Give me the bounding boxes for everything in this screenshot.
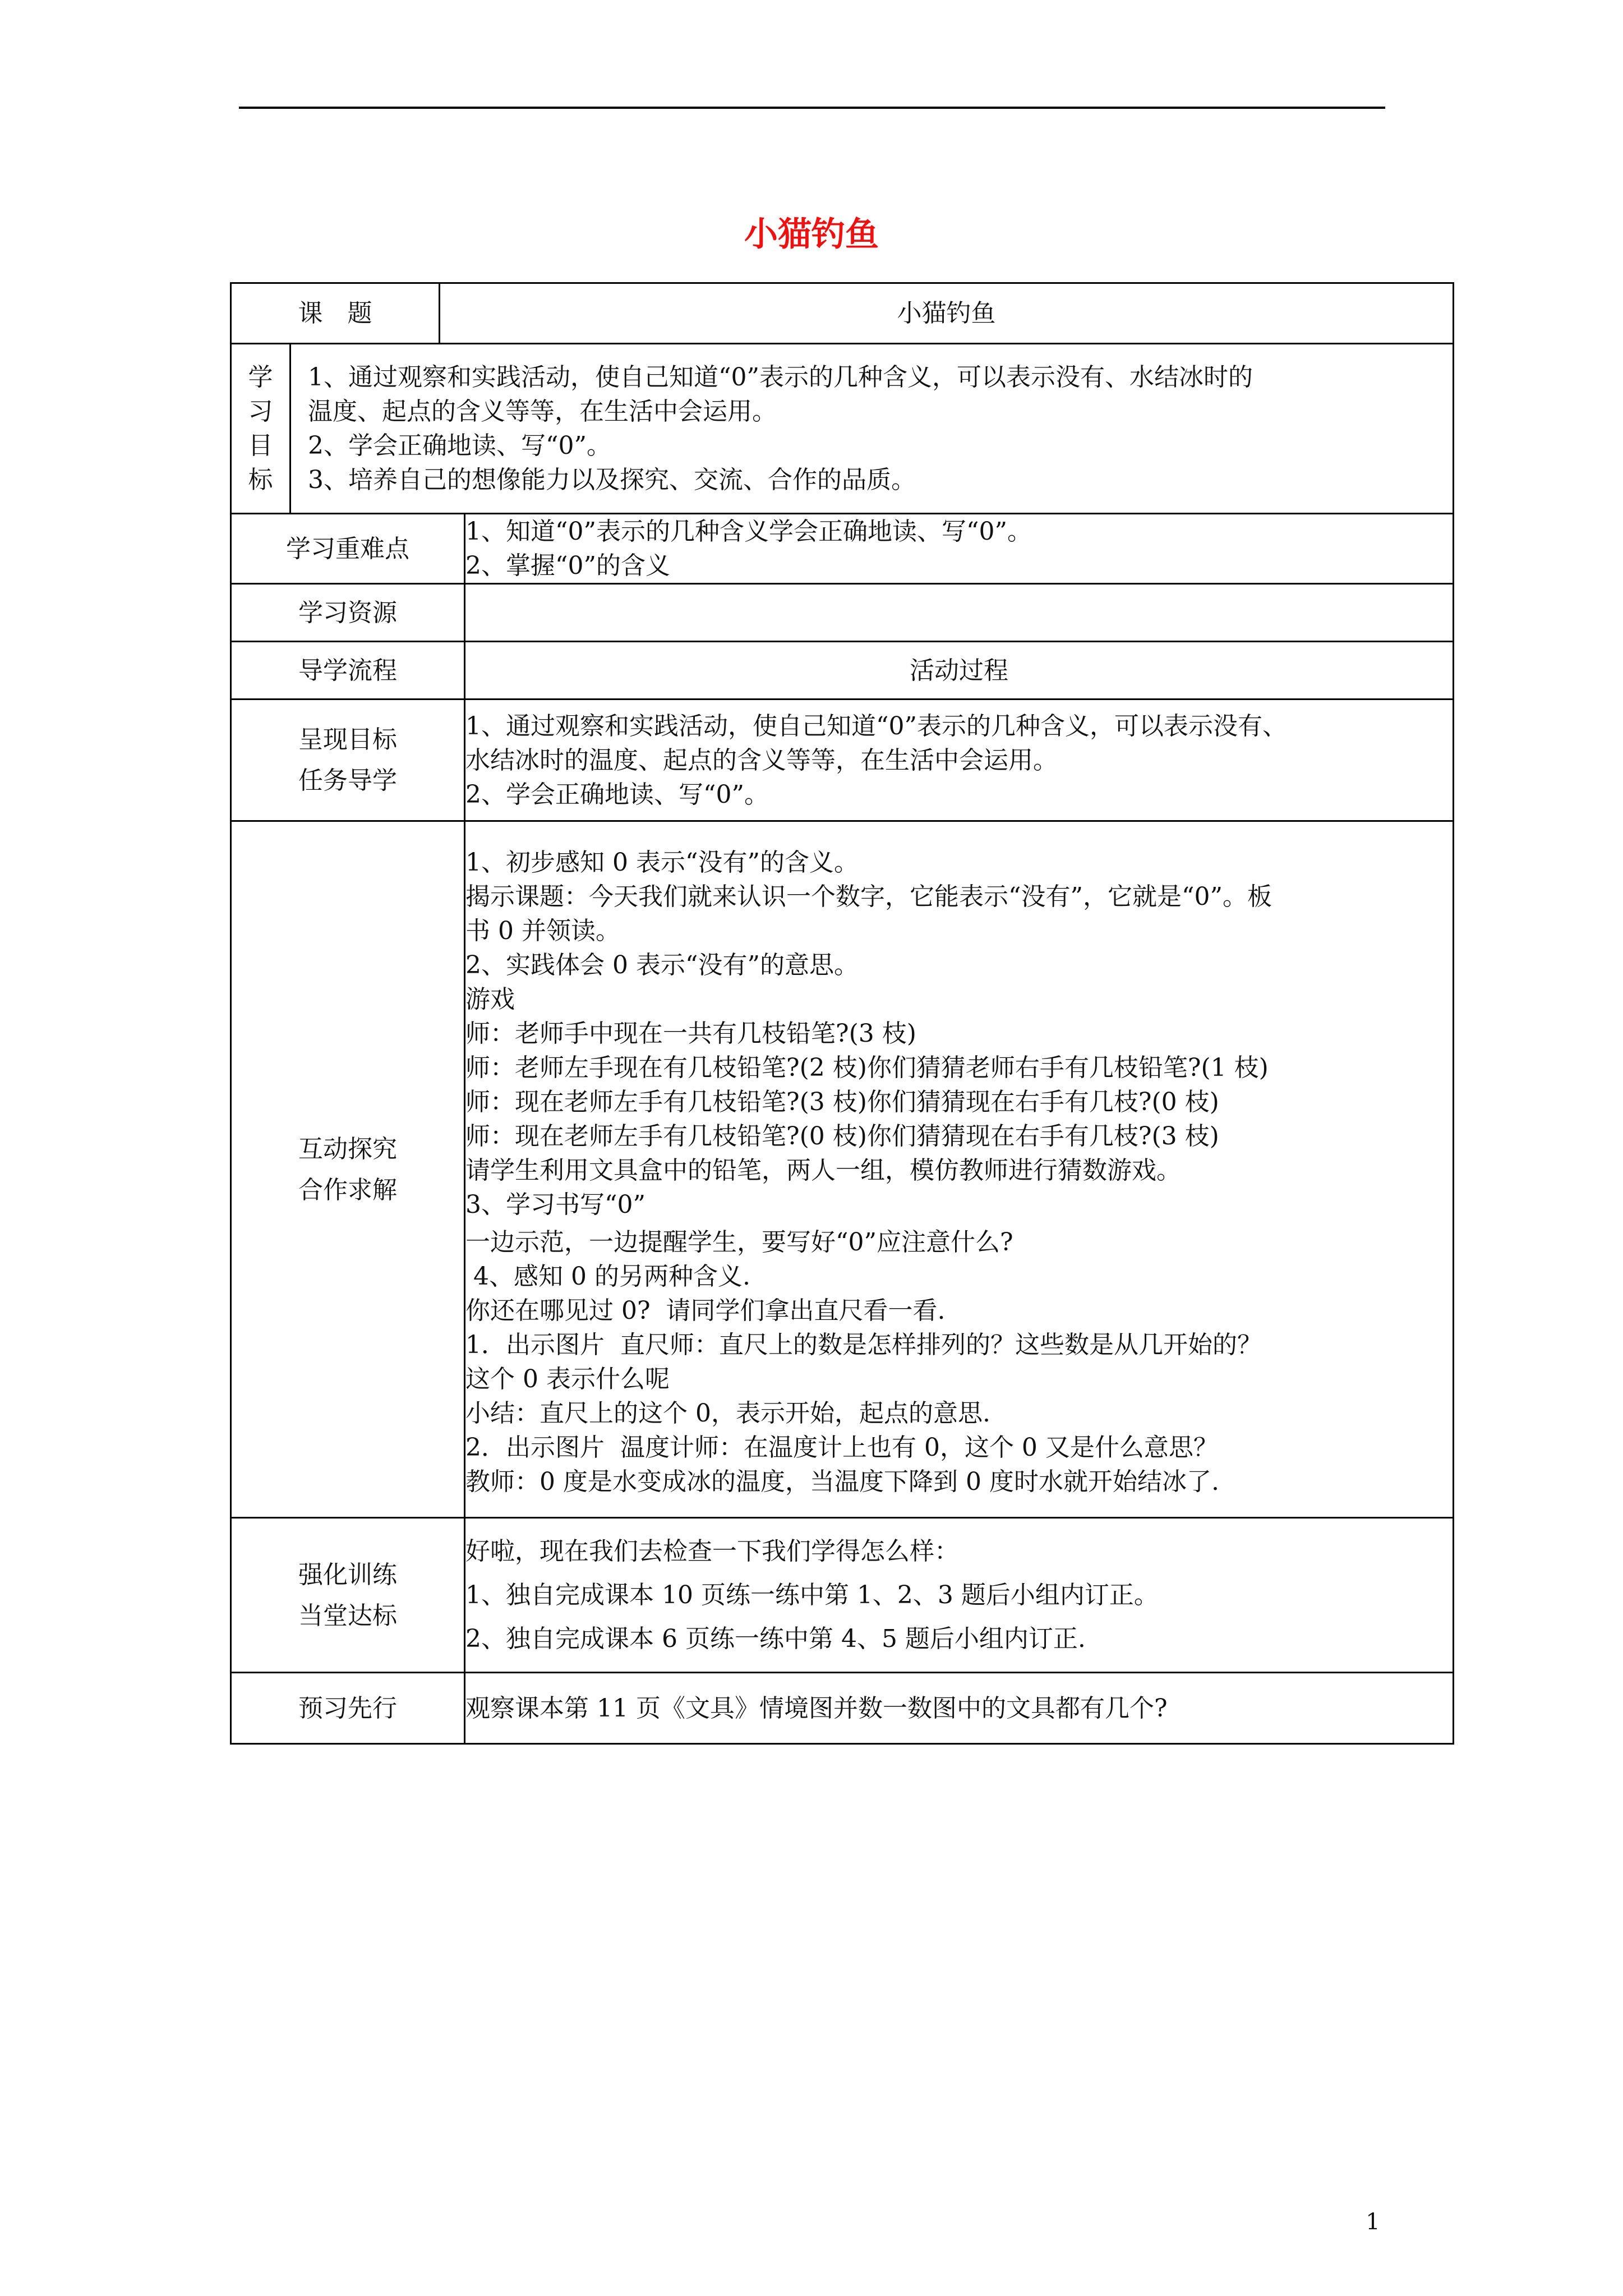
- row-practice: [231, 1518, 1454, 1673]
- explore-line: 1、初步感知 0 表示“没有”的含义。: [465, 848, 859, 877]
- present-line: 水结冰时的温度、起点的含义等等，在生活中会运用。: [465, 746, 1058, 775]
- explore-line: 3、学习书写“0”: [465, 1190, 645, 1219]
- goals-label-char: 习: [248, 397, 273, 426]
- flow-header-value: 活动过程: [465, 642, 1454, 700]
- explore-line: 1．出示图片 直尺师：直尺上的数是怎样排列的？这些数是从几开始的？: [465, 1331, 1262, 1359]
- flow-label: 导学流程: [231, 642, 465, 700]
- goals-line: 3、培养自己的想像能力以及探究、交流、合作的品质。: [308, 466, 916, 494]
- goals-line: 2、学会正确地读、写“0”。: [308, 431, 611, 460]
- explore-line: 揭示课题：今天我们就来认识一个数字，它能表示“没有”，它就是“0”。板: [465, 882, 1272, 911]
- explore-line: 你还在哪见过 0? 请同学们拿出直尺看一看.: [465, 1296, 946, 1325]
- lesson-plan-table: [230, 282, 1454, 1745]
- explore-line: 师：现在老师左手有几枝铅笔?(3 枝)你们猜猜现在右手有几枝?(0 枝): [465, 1088, 1219, 1116]
- present-line: 1、通过观察和实践活动，使自己知道“0”表示的几种含义，可以表示没有、: [465, 711, 1287, 740]
- row-present: [231, 700, 1454, 821]
- goals-label-char: 学: [248, 363, 273, 392]
- page-number: 1: [1366, 2209, 1380, 2235]
- row-resources: [231, 584, 1454, 642]
- explore-line: 小结：直尺上的这个 0，表示开始，起点的意思.: [465, 1399, 990, 1428]
- key-points-line: 1、知道“0”表示的几种含义学会正确地读、写“0”。: [465, 517, 1032, 546]
- goals-content: [291, 344, 1454, 514]
- topic-value: 小猫钓鱼: [440, 283, 1454, 344]
- document-title: 小猫钓鱼: [744, 215, 879, 254]
- header-rule: [239, 107, 1385, 109]
- explore-line: 师：老师左手现在有几枝铅笔?(2 枝)你们猜猜老师右手有几枝铅笔?(1 枝): [465, 1053, 1269, 1082]
- explore-line: 师：现在老师左手有几枝铅笔?(0 枝)你们猜猜现在右手有几枝?(3 枝): [465, 1122, 1219, 1151]
- preview-content: 观察课本第 11 页《文具》情境图并数一数图中的文具都有几个?: [465, 1673, 1454, 1744]
- explore-line: 一边示范，一边提醒学生，要写好“0”应注意什么?: [465, 1228, 1013, 1257]
- topic-label: 课 题: [231, 283, 440, 344]
- explore-label-line: 合作求解: [298, 1175, 397, 1204]
- row-key-points: [231, 514, 1454, 584]
- resources-content: [465, 584, 1454, 642]
- practice-content: [465, 1518, 1454, 1673]
- goals-line: 1、通过观察和实践活动，使自己知道“0”表示的几种含义，可以表示没有、水结冰时的: [308, 363, 1253, 392]
- present-label: [231, 700, 465, 821]
- present-label-line: 任务导学: [298, 766, 397, 795]
- explore-line: 请学生利用文具盒中的铅笔，两人一组，模仿教师进行猜数游戏。: [465, 1156, 1181, 1185]
- practice-line: 1、独自完成课本 10 页练一练中第 1、2、3 题后小组内订正。: [465, 1580, 1159, 1609]
- practice-label: [231, 1518, 465, 1673]
- explore-label: [231, 821, 465, 1518]
- row-flow-header: [231, 642, 1454, 700]
- present-line: 2、学会正确地读、写“0”。: [465, 780, 769, 809]
- key-points-label: 学习重难点: [231, 514, 465, 584]
- goals-label-char: 标: [248, 466, 273, 494]
- row-goals: [231, 344, 1454, 514]
- key-points-content: [465, 514, 1454, 584]
- resources-label: 学习资源: [231, 584, 465, 642]
- present-content: [465, 700, 1454, 821]
- explore-line: 这个 0 表示什么呢: [465, 1365, 670, 1393]
- explore-label-line: 互动探究: [298, 1134, 397, 1163]
- goals-label-char: 目: [248, 431, 273, 460]
- explore-content: [465, 821, 1454, 1518]
- explore-line: 师：老师手中现在一共有几枝铅笔?(3 枝): [465, 1019, 916, 1048]
- row-preview: [231, 1673, 1454, 1744]
- explore-line: 2．出示图片 温度计师：在温度计上也有 0，这个 0 又是什么意思？: [465, 1433, 1218, 1462]
- explore-line: 书 0 并领读。: [465, 917, 620, 945]
- row-topic: [231, 283, 1454, 344]
- explore-line: 4、感知 0 的另两种含义.: [465, 1262, 750, 1291]
- present-label-line: 呈现目标: [298, 725, 397, 754]
- explore-line: 2、实践体会 0 表示“没有”的意思。: [465, 951, 859, 979]
- goals-line: 温度、起点的含义等等，在生活中会运用。: [308, 397, 777, 426]
- preview-label: 预习先行: [231, 1673, 465, 1744]
- practice-label-line: 强化训练: [298, 1560, 397, 1589]
- key-points-line: 2、掌握“0”的含义: [465, 551, 670, 580]
- explore-line: 教师：0 度是水变成冰的温度，当温度下降到 0 度时水就开始结冰了.: [465, 1467, 1219, 1496]
- practice-line: 2、独自完成课本 6 页练一练中第 4、5 题后小组内订正.: [465, 1624, 1086, 1653]
- row-explore: [231, 821, 1454, 1518]
- explore-line: 游戏: [465, 985, 515, 1014]
- practice-line: 好啦，现在我们去检查一下我们学得怎么样：: [465, 1536, 959, 1566]
- practice-label-line: 当堂达标: [298, 1601, 397, 1630]
- goals-label: [231, 344, 291, 514]
